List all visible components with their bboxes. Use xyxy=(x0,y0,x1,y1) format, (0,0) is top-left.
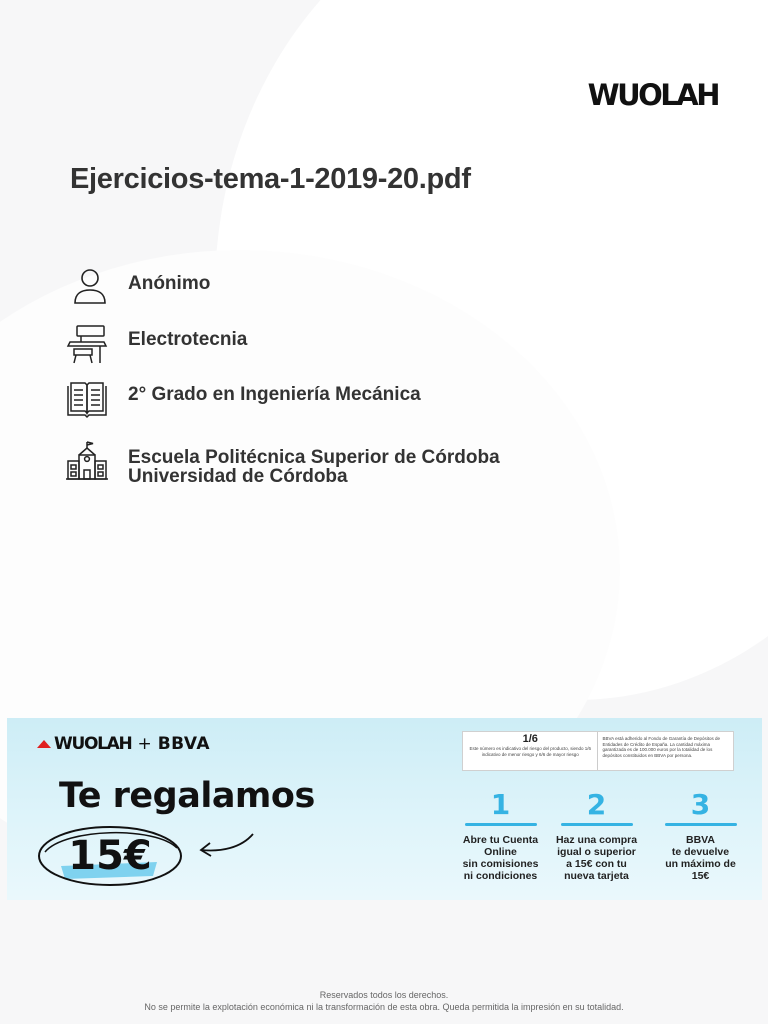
banner-headline: Te regalamos xyxy=(59,776,315,816)
step-1 xyxy=(453,790,548,882)
step-label xyxy=(549,834,644,882)
risk-note: Este número es indicativo del riesgo del producto, siendo 1/6 indicativo de menor riesgo y 6/6 de mayor riesgo xyxy=(469,746,592,757)
step-number: 1 xyxy=(490,788,511,821)
school-row xyxy=(64,440,500,486)
step-number: 3 xyxy=(690,788,711,821)
school-line-1: Escuela Politécnica Superior de Córdoba xyxy=(128,447,500,468)
graduation-cap-icon xyxy=(37,740,51,748)
subject-name: Electrotecnia xyxy=(128,329,248,350)
promo-banner[interactable] xyxy=(7,718,762,900)
footer-line-1: Reservados todos los derechos. xyxy=(319,990,449,1000)
school-name xyxy=(128,440,500,486)
step-label-line: a 15€ con tu xyxy=(566,858,627,870)
document-title: Ejercicios-tema-1-2019-20.pdf xyxy=(70,163,471,195)
open-book-icon xyxy=(64,377,110,419)
step-underline xyxy=(665,823,737,826)
degree-name: 2° Grado en Ingeniería Mecánica xyxy=(128,384,421,405)
school-building-icon xyxy=(64,440,110,482)
step-label-line: Haz una compra xyxy=(555,834,638,846)
wuolah-logo: WUOLAH xyxy=(587,78,718,112)
degree-row xyxy=(64,377,421,419)
step-label-line: 15€ xyxy=(691,870,710,882)
step-label-line: ni condiciones xyxy=(463,870,538,882)
plus-sign: + xyxy=(137,734,152,754)
step-label xyxy=(653,834,748,882)
amount-badge xyxy=(35,822,185,892)
school-line-2: Universidad de Córdoba xyxy=(128,466,348,487)
user-icon xyxy=(64,266,110,308)
risk-indicator xyxy=(462,731,734,771)
step-label-line: igual o superior xyxy=(557,846,636,858)
student-desk-icon xyxy=(64,322,110,364)
copyright-footer xyxy=(0,989,768,1013)
author-row xyxy=(64,266,210,308)
deposit-guarantee-note: BBVA está adherido al Fondo de Garantía de Depósitos de Entidades de Crédito de España. La cantidad máxima garantizada es de 100.000 euros por la totalidad de los depósitos constituidos en BBVA por persona. xyxy=(602,736,720,758)
subject-row xyxy=(64,322,247,364)
step-number: 2 xyxy=(586,788,607,821)
step-label-line: Abre tu Cuenta xyxy=(462,834,539,846)
step-label-line: BBVA xyxy=(686,834,715,846)
step-label xyxy=(453,834,548,882)
step-label-line: Online xyxy=(484,846,517,858)
banner-wuolah-logo: WUOLAH xyxy=(54,734,132,754)
promo-amount: 15€ xyxy=(68,833,152,879)
step-2 xyxy=(549,790,644,882)
step-underline xyxy=(561,823,633,826)
author-name: Anónimo xyxy=(128,273,211,294)
step-label-line: sin comisiones xyxy=(462,858,539,870)
step-3 xyxy=(653,790,748,882)
footer-line-2: No se permite la explotación económica ni la transformación de esta obra. Queda permitida la impresión en su totalidad. xyxy=(144,1002,624,1012)
bbva-logo: BBVA xyxy=(157,734,211,754)
arrow-left-icon xyxy=(197,830,257,860)
risk-score: 1/6 xyxy=(522,733,538,745)
step-label-line: nueva tarjeta xyxy=(564,870,629,882)
step-underline xyxy=(465,823,537,826)
banner-logos xyxy=(37,734,210,754)
step-label-line: un máximo de xyxy=(665,858,736,870)
step-label-line: te devuelve xyxy=(671,846,730,858)
